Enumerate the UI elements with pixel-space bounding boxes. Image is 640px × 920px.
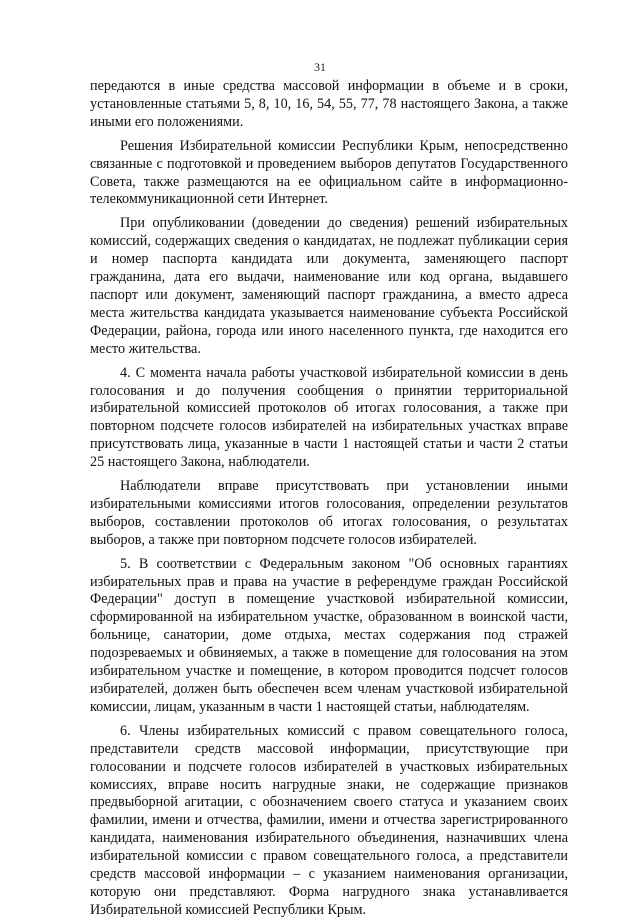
paragraph-section-5: 5. В соответствии с Федеральным законом "Об основных гарантиях избирательных прав и права на участие в референдуме граждан Российской Федерации" доступ в помещение участковой избирательной комиссии, сформированной на избирательном участке, образованном в воинской части, больнице, санатории, доме отдыха, местах содержания под стражей подозреваемых и обвиняемых, а также в помещение для голосования на этом избирательном участке и помещение, в котором проводится подсчет голосов избирателей, должен быть обеспечен всем членам участковой избирательной комиссии, лицам, указанным в части 1 настоящей статьи, наблюдателям. (90, 555, 568, 715)
paragraph-section-4: 4. С момента начала работы участковой избирательной комиссии в день голосования и до получения сообщения о принятии территориальной избирательной комиссией протоколов об итогах голосования, а также при повторном подсчете голосов избирателей на избирательных участках вправе присутствовать лица, указанные в части 1 настоящей статьи и части 2 статьи 25 настоящего Закона, наблюдатели. (90, 364, 568, 471)
paragraph-continuation: передаются в иные средства массовой информации в объеме и в сроки, установленные статьями 5, 8, 10, 16, 54, 55, 77, 78 настоящего Закона, а также иными его положениями. (90, 78, 568, 130)
paragraph-publication-rules: При опубликовании (доведении до сведения) решений избирательных комиссий, содержащих сведения о кандидатах, не подлежат публикации серия и номер паспорта кандидата или документа, заменяющего паспорт гражданина, дата его выдачи, наименование или код органа, выдавшего паспорт или документ, заменяющий паспорт гражданина, а вместо адреса места жительства кандидата указывается наименование субъекта Российской Федерации, района, города или иного населенного пункта, где находится его место жительства. (90, 215, 568, 357)
page-number: 31 (314, 60, 326, 74)
paragraph-observers: Наблюдатели вправе присутствовать при установлении иными избирательными комиссиями итогов голосования, определении результатов выборов, составлении протоколов об итогах голосования, о результатах выборов, а также при повторном подсчете голосов избирателей. (90, 478, 568, 548)
document-body (90, 78, 568, 920)
paragraph-section-6: 6. Члены избирательных комиссий с правом совещательного голоса, представители средств массовой информации, присутствующие при голосовании и подсчете голосов избирателей в участковых избирательных комиссиях, вправе носить нагрудные знаки, не содержащие признаков предвыборной агитации, с обозначением своего статуса и указанием своих фамилии, имени и отчества, фамилии, имени и отчества зарегистрированного кандидата, наименования избирательного объединения, назначивших члена избирательной комиссии с правом совещательного голоса, а представители средств массовой информации – с указанием наименования организации, которую они представляют. Форма нагрудного знака устанавливается Избирательной комиссией Республики Крым. (90, 722, 568, 918)
paragraph-commission-decisions: Решения Избирательной комиссии Республики Крым, непосредственно связанные с подготовкой и проведением выборов депутатов Государственного Совета, также размещаются на ее официальном сайте в информационно-телекоммуникационной сети Интернет. (90, 137, 568, 208)
